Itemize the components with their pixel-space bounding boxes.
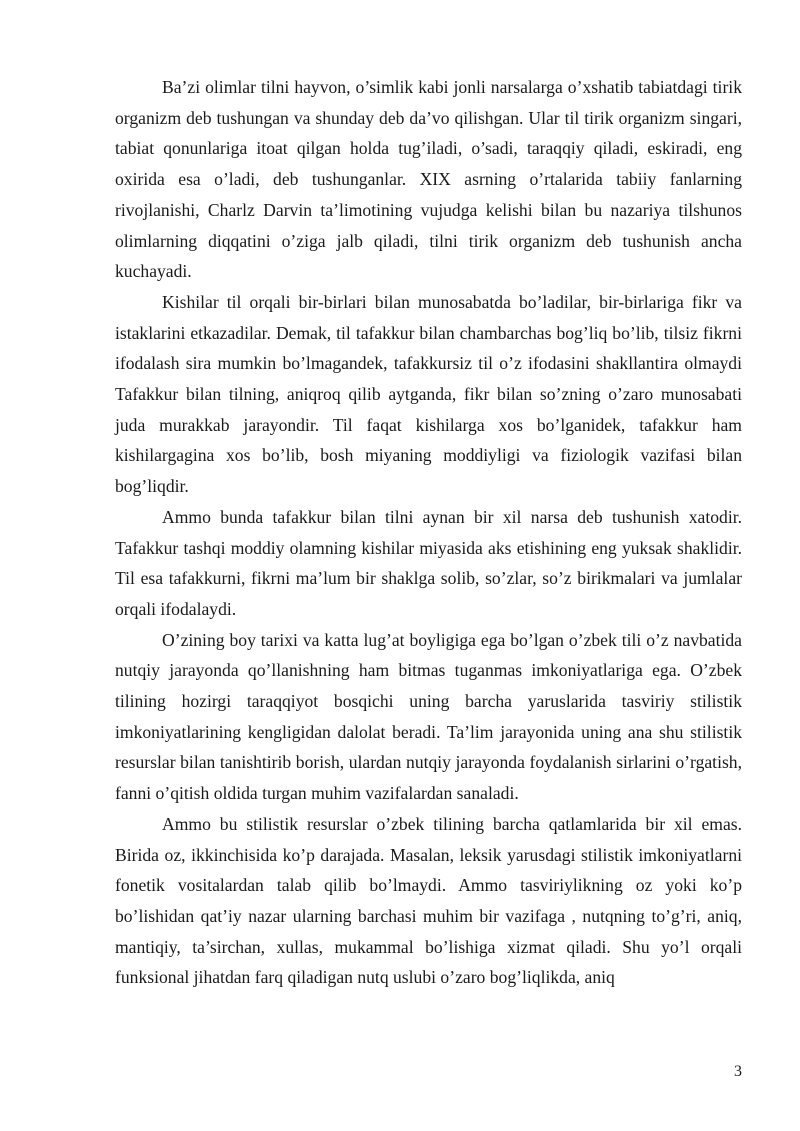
body-text <box>115 72 742 993</box>
paragraph-1: Ba’zi olimlar tilni hayvon, o’simlik kabi jonli narsalarga o’xshatib tabiatdagi tirik organizm deb tushungan va shunday deb da’vo qilishgan. Ular til tirik organizm singari, tabiat qonunlariga itoat qilgan holda tug’iladi, o’sadi, taraqqiy qiladi, eskiradi, eng oxirida esa o’ladi, deb tushunganlar. XIX asrning o’rtalarida tabiiy fanlarning rivojlanishi, Charlz Darvin ta’limotining vujudga kelishi bilan bu nazariya tilshunos olimlarning diqqatini o’ziga jalb qiladi, tilni tirik organizm deb tushunish ancha kuchayadi. <box>115 77 742 282</box>
paragraph-3: Ammo bunda tafakkur bilan tilni aynan bir xil narsa deb tushunish xatodir. Tafakkur tashqi moddiy olamning kishilar miyasida aks etishining eng yuksak shaklidir. Til esa tafakkurni, fikrni ma’lum bir shaklga solib, so’zlar, so’z birikmalari va jumlalar orqali ifodalaydi. <box>115 506 742 619</box>
paragraph-5: Ammo bu stilistik resurslar o’zbek tilining barcha qatlamlarida bir xil emas. Birida oz, ikkinchisida ko’p darajada. Masalan, leksik yarusdagi stilistik imkoniyatlarni fonetik vositalardan talab qilib bo’lmaydi. Ammo tasviriylikning oz yoki ko’p bo’lishidan qat’iy nazar ularning barchasi muhim bir vazifaga , nutqning to’g’ri, aniq, mantiqiy, ta’sirchan, xullas, mukammal bo’lishiga xizmat qiladi. Shu yo’l orqali funksional jihatdan farq qiladigan nutq uslubi o’zaro bog’liqlikda, aniq <box>115 813 742 988</box>
paragraph-2: Kishilar til orqali bir-birlari bilan munosabatda bo’ladilar, bir-birlariga fikr va istaklarini etkazadilar. Demak, til tafakkur bilan chambarchas bog’liq bo’lib, tilsiz fikrni ifodalash sira mumkin bo’lmagandek, tafakkursiz til o’z ifodasini shakllantira olmaydi Tafakkur bilan tilning, aniqroq qilib aytganda, fikr bilan so’zning o’zaro munosabati juda murakkab jarayondir. Til faqat kishilarga xos bo’lganidek, tafakkur ham kishilargagina xos bo’lib, bosh miyaning moddiyligi va fiziologik vazifasi bilan bog’liqdir. <box>115 291 742 497</box>
paragraph-4: O’zining boy tarixi va katta lug’at boyligiga ega bo’lgan o’zbek tili o’z navbatida nutqiy jarayonda qo’llanishning ham bitmas tuganmas imkoniyatlariga ega. O’zbek tilining hozirgi taraqqiyot bosqichi uning barcha yaruslarida tasviriy stilistik imkoniyatlarining kengligidan dalolat beradi. Ta’lim jarayonida uning ana shu stilistik resurslar bilan tanishtirib borish, ulardan nutqiy jarayonda foydalanish sirlarini o’rgatish, fanni o’qitish oldida turgan muhim vazifalardan sanaladi. <box>115 629 742 804</box>
page-number: 3 <box>734 1063 742 1080</box>
